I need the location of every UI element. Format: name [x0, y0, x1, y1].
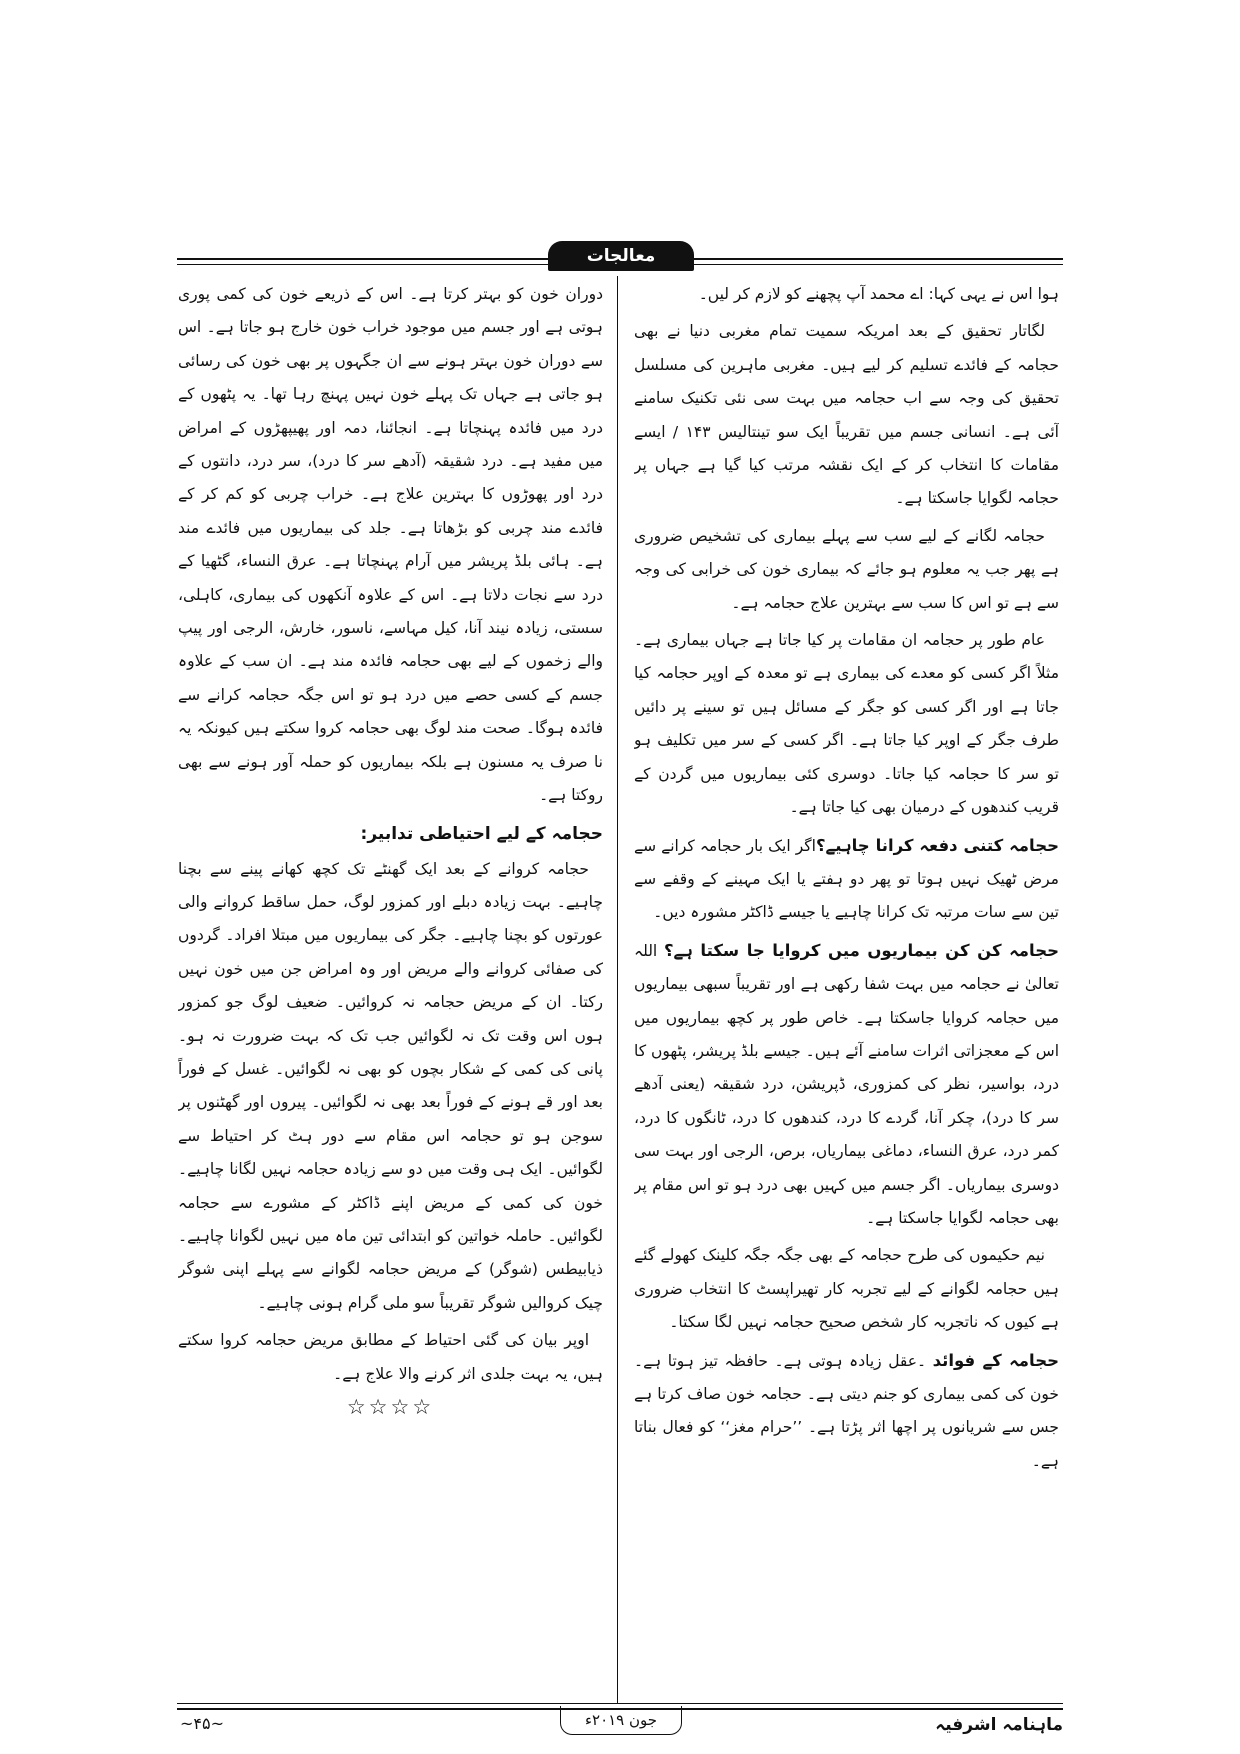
paragraph: اوپر بیان کی گئی احتیاط کے مطابق مریض حجامہ کروا سکتے ہیں، یہ بہت جلدی اثر کرنے والا علاج ہے۔ [178, 1331, 603, 1383]
paragraph-body: اگر ایک بار حجامہ کرانے سے مرض ٹھیک نہیں ہوتا تو پھر دو ہفتے یا ایک مہینے کے وقفے سے تین سے سات مرتبہ تک کرانا چاہیے یا جیسے ڈاکٹر مشورہ دیں۔ [634, 836, 1059, 922]
paragraph-body: ۔عقل زیادہ ہوتی ہے۔ حافظہ تیز ہوتا ہے۔ خون کی کمی بیماری کو جنم دیتی ہے۔ حجامہ خون صاف کرتا ہے جس سے شریانوں پر اچھا اثر پڑتا ہے۔ ’’حرام مغز‘‘ کو فعال بناتا ہے۔ [634, 1351, 1059, 1470]
paragraph-body: اللہ تعالیٰ نے حجامہ میں بہت شفا رکھی ہے اور تقریباً سبھی بیماریوں میں حجامہ کروایا جاسکتا ہے۔ خاص طور پر کچھ بیماریوں میں اس کے معجزاتی اثرات سامنے آئے ہیں۔ جیسے بلڈ پریشر، پٹھوں کا درد، بواسیر، نظر کی کمزوری، ڈپریشن، درد شقیقہ (یعنی آدھے سر کا درد)، چکر آنا، گردے کا درد، کندھوں کا درد، ٹانگوں کا درد، کمر درد، عرق النساء، دماغی بیماریاں، برص، الرجی اور بہت سی دوسری بیماریاں۔ اگر جسم میں کہیں بھی درد ہو تو اس مقام پر بھی حجامہ لگوایا جاسکتا ہے۔ [634, 941, 1059, 1227]
footer-rule-top [177, 1703, 1063, 1704]
paragraph [634, 934, 1059, 1236]
paragraph: لگاتار تحقیق کے بعد امریکہ سمیت تمام مغربی دنیا نے بھی حجامہ کے فائدے تسلیم کر لیے ہیں۔ مغربی ماہرین کی مسلسل تحقیق کی وجہ سے اب حجامہ میں بہت سی نئی تکنیک سامنے آئی ہے۔ انسانی جسم میں تقریباً ایک سو تینتالیس ۱۴۳ / ایسے مقامات کا انتخاب کر کے ایک نقشہ مرتب کیا گیا ہے جہاں پر حجامہ لگوایا جاسکتا ہے۔ [634, 322, 1059, 508]
section-title: معالجات [548, 241, 694, 271]
page-number: ~۴۵~ [180, 1714, 224, 1733]
paragraph: ہوا اس نے یہی کہا: اے محمد آپ پچھنے کو لازم کر لیں۔ [698, 285, 1059, 303]
left-column [178, 278, 603, 1693]
paragraph: عام طور پر حجامہ ان مقامات پر کیا جاتا ہے جہاں بیماری ہے۔ مثلاً اگر کسی کو معدے کی بیماری ہے تو معدہ کے اوپر حجامہ کیا جاتا ہے اور اگر کسی کو جگر کے مسائل ہیں تو سینے پر دائیں طرف جگر کے اوپر کیا جاتا ہے۔ اگر کسی کے سر میں تکلیف ہو تو سر کا حجامہ کیا جاتا۔ دوسری کئی بیماریوں میں گردن کے قریب کندھوں کے درمیان بھی کیا جاتا ہے۔ [634, 631, 1059, 817]
end-stars: ☆☆☆☆ [346, 1395, 435, 1419]
paragraph [634, 1344, 1059, 1479]
issue-date: جون ۲۰۱۹ء [560, 1706, 682, 1735]
column-divider [617, 276, 618, 1704]
paragraph [634, 829, 1059, 930]
right-column [634, 278, 1059, 1693]
section-heading: حجامہ کے لیے احتیاطی تدابیر: [360, 823, 603, 844]
run-in-heading: حجامہ کن کن بیماریوں میں کروایا جا سکتا ہے؟ [663, 940, 1059, 960]
paragraph: حجامہ کروانے کے بعد ایک گھنٹے تک کچھ کھانے پینے سے بچنا چاہیے۔ بہت زیادہ دبلے اور کمزور لوگ، حمل ساقط کروانے والی عورتوں کو بچنا چاہیے۔ جگر کی بیماریوں میں مبتلا افراد۔ گردوں کی صفائی کروانے والے مریض اور وہ امراض جن میں خون نہیں رکتا۔ ان کے مریض حجامہ نہ کروائیں۔ ضعیف لوگ جو کمزور ہوں اس وقت تک نہ لگوائیں جب تک کہ بہت ضرورت نہ ہو۔ پانی کی کمی کے شکار بچوں کو بھی نہ لگوائیں۔ غسل کے فوراً بعد اور قے ہونے کے فوراً بعد بھی نہ لگوائیں۔ پیروں اور گھٹنوں پر سوجن ہو تو حجامہ اس مقام سے دور ہٹ کر احتیاط سے لگوائیں۔ ایک ہی وقت میں دو سے زیادہ حجامہ نہیں لگانا چاہیے۔ خون کی کمی کے مریض اپنے ڈاکٹر کے مشورے سے حجامہ لگوائیں۔ حاملہ خواتین کو ابتدائی تین ماہ میں نہیں لگوانا چاہیے۔ ذیابیطس (شوگر) کے مریض حجامہ لگوانے سے پہلے اپنی شوگر چیک کروالیں شوگر تقریباً سو ملی گرام ہونی چاہیے۔ [178, 859, 603, 1312]
run-in-heading: حجامہ کے فوائد [932, 1350, 1059, 1370]
paragraph: دوران خون کو بہتر کرتا ہے۔ اس کے ذریعے خون کی کمی پوری ہوتی ہے اور جسم میں موجود خراب خون خارج ہو جاتا ہے۔ اس سے دوران خون بہتر ہونے سے ان جگہوں پر بھی خون کی رسائی ہو جاتی ہے جہاں تک پہلے خون نہیں پہنچ رہا تھا۔ یہ پٹھوں کے درد میں فائدہ پہنچاتا ہے۔ انجائنا، دمہ اور پھیپھڑوں کے امراض میں مفید ہے۔ درد شقیقہ (آدھے سر کا درد)، سر درد، دانتوں کے درد اور پھوڑوں کا بہترین علاج ہے۔ خراب چربی کو کم کر کے فائدے مند چربی کو بڑھاتا ہے۔ جلد کی بیماریوں میں فائدے مند ہے۔ ہائی بلڈ پریشر میں آرام پہنچاتا ہے۔ عرق النساء، گٹھیا کے درد سے نجات دلاتا ہے۔ اس کے علاوہ آنکھوں کی بیماری، کاہلی، سستی، زیادہ نیند آنا، کیل مہاسے، ناسور، خارش، الرجی اور پیپ والے زخموں کے لیے بھی حجامہ فائدہ مند ہے۔ ان سب کے علاوہ جسم کے کسی حصے میں درد ہو تو اس جگہ حجامہ کرانے سے فائدہ ہوگا۔ صحت مند لوگ بھی حجامہ کروا سکتے ہیں کیونکہ یہ نا صرف یہ مسنون ہے بلکہ بیماریوں کو حملہ آور ہونے سے بھی روکتا ہے۔ [178, 285, 603, 805]
run-in-heading: حجامہ کتنی دفعہ کرانا چاہیے؟ [815, 835, 1059, 855]
paragraph: نیم حکیموں کی طرح حجامہ کے بھی جگہ جگہ کلینک کھولے گئے ہیں حجامہ لگوانے کے لیے تجربہ کار تھیراپسٹ کا انتخاب ضروری ہے کیوں کہ ناتجربہ کار شخص صحیح حجامہ نہیں لگا سکتا۔ [634, 1246, 1059, 1332]
paragraph: حجامہ لگانے کے لیے سب سے پہلے بیماری کی تشخیص ضروری ہے پھر جب یہ معلوم ہو جائے کہ بیماری خون کی خرابی کی وجہ سے ہے تو اس کا سب سے بہترین علاج حجامہ ہے۔ [634, 526, 1059, 612]
magazine-name: ماہنامہ اشرفیہ [935, 1715, 1063, 1735]
